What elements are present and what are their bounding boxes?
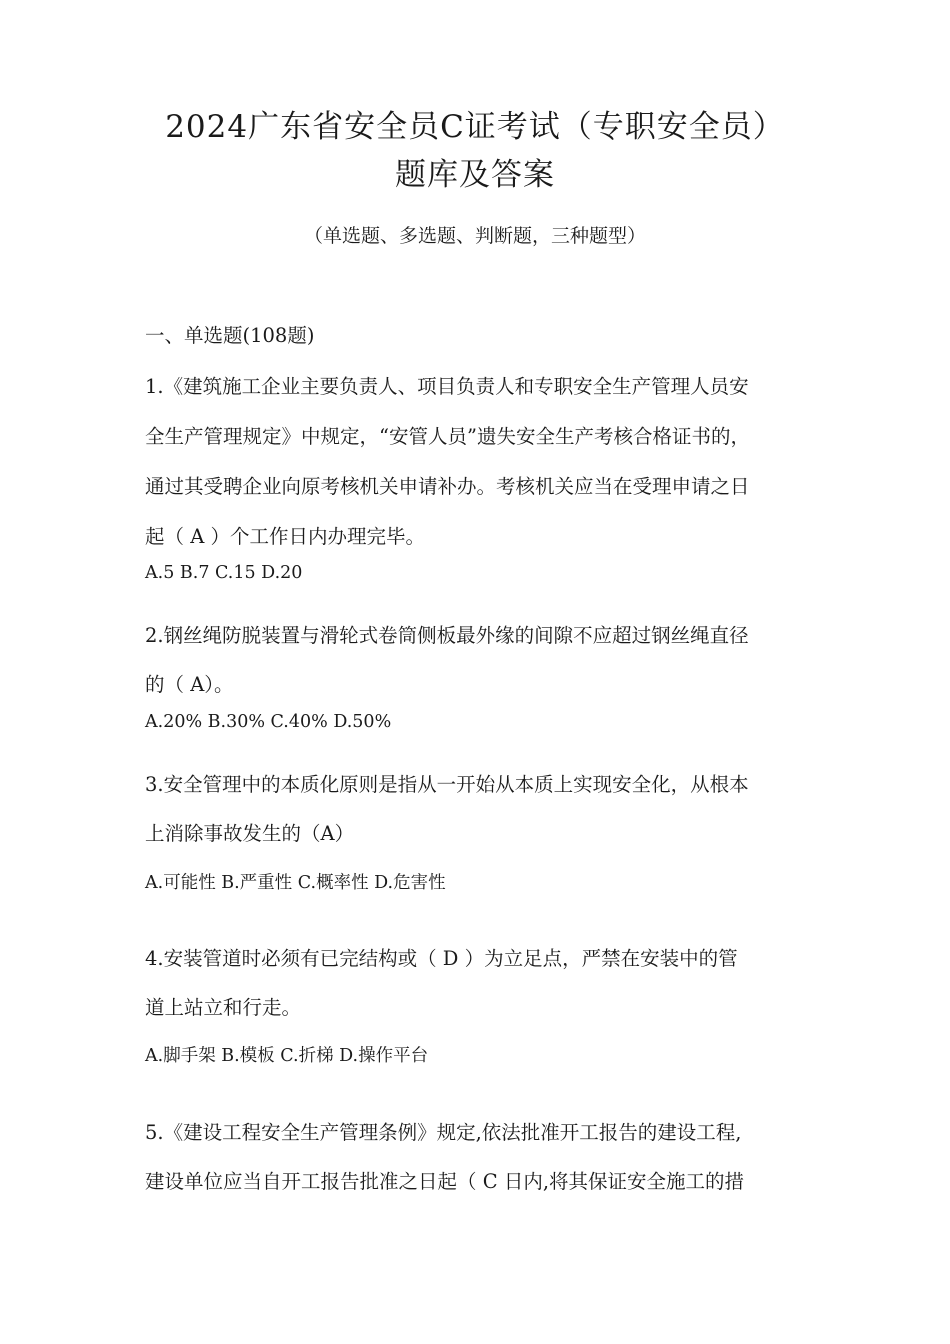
question-4-line-2: 道上站立和行走。 <box>145 996 302 1019</box>
question-1-line-4: 起（ A ）个工作日内办理完毕。 <box>145 525 425 548</box>
question-4-options: A.脚手架 B.模板 C.折梯 D.操作平台 <box>145 1046 429 1066</box>
question-5-line-2: 建设单位应当自开工报告批准之日起（ C 日内,将其保证安全施工的措 <box>145 1170 745 1193</box>
question-5-line-1: 5.《建设工程安全生产管理条例》规定,依法批准开工报告的建设工程, <box>145 1121 742 1144</box>
question-1-options: A.5 B.7 C.15 D.20 <box>145 563 303 583</box>
question-1-line-1: 1.《建筑施工企业主要负责人、项目负责人和专职安全生产管理人员安 <box>145 375 749 398</box>
question-2-line-2: 的（ A）。 <box>145 673 234 696</box>
question-2-line-1: 2.钢丝绳防脱装置与滑轮式卷筒侧板最外缘的间隙不应超过钢丝绳直径 <box>145 624 749 647</box>
question-2-options: A.20% B.30% C.40% D.50% <box>145 712 392 732</box>
question-3-line-1: 3.安全管理中的本质化原则是指从一开始从本质上实现安全化，从根本 <box>145 773 749 796</box>
document-subtitle: （单选题、多选题、判断题，三种题型） <box>303 225 646 247</box>
question-1-line-3: 通过其受聘企业向原考核机关申请补办。考核机关应当在受理申请之日 <box>145 475 750 498</box>
document-title-line2: 题库及答案 <box>395 157 555 193</box>
section-heading: 一、单选题(108题) <box>145 324 315 347</box>
question-4-line-1: 4.安装管道时必须有已完结构或（ D ）为立足点，严禁在安装中的管 <box>145 947 738 970</box>
question-3-options: A.可能性 B.严重性 C.概率性 D.危害性 <box>145 873 446 893</box>
question-1-line-2: 全生产管理规定》中规定，“安管人员”遗失安全生产考核合格证书的， <box>145 425 750 448</box>
question-3-line-2: 上消除事故发生的（A） <box>145 822 355 845</box>
document-title-line1: 2024广东省安全员C证考试（专职安全员） <box>165 109 785 145</box>
